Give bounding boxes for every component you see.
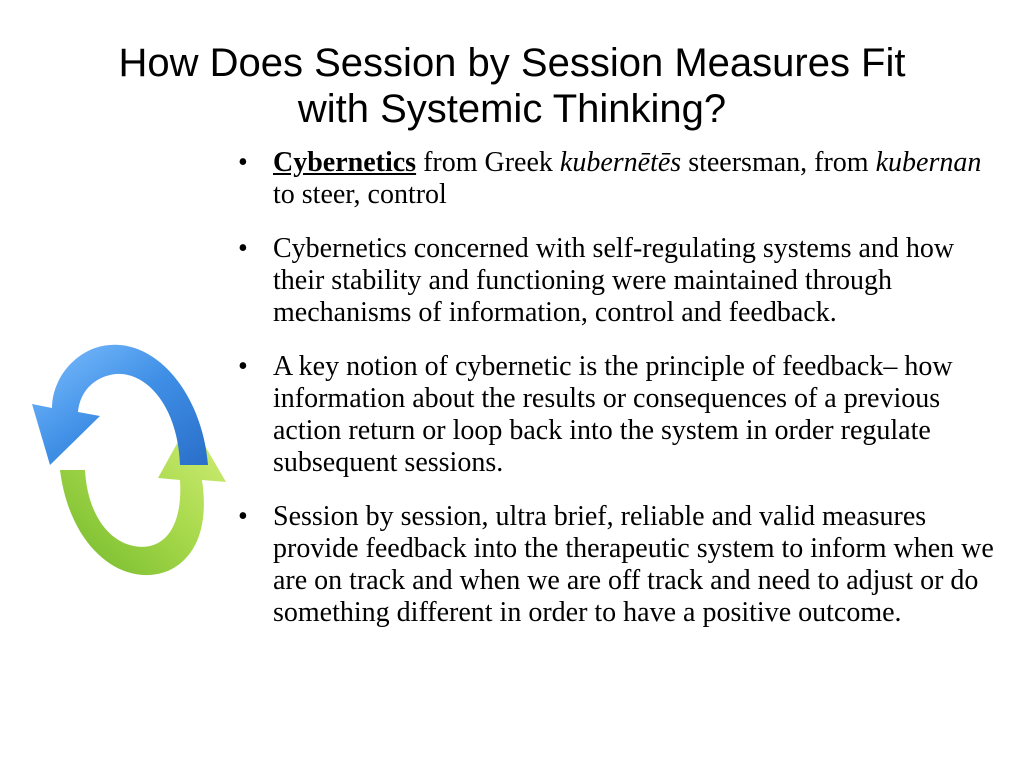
bullet-text-segment: to steer, control bbox=[273, 179, 447, 210]
greek-word-kubernan: kubernan bbox=[875, 147, 982, 178]
bullet-marker: • bbox=[238, 351, 248, 382]
bullet-marker: • bbox=[238, 233, 248, 264]
bullet-marker: • bbox=[238, 501, 248, 532]
bullet-text-segment: steersman, from bbox=[681, 147, 876, 178]
term-cybernetics: Cybernetics bbox=[273, 147, 417, 178]
bullet-marker: • bbox=[238, 147, 248, 178]
bullet-list bbox=[232, 147, 1002, 651]
greek-word-kubernetes: kubernētēs bbox=[559, 147, 682, 178]
bullet-item-self-regulating-systems bbox=[232, 233, 1002, 329]
slide-title-line-1: How Does Session by Session Measures Fit bbox=[118, 41, 906, 85]
slide-title-line-2: with Systemic Thinking? bbox=[297, 87, 727, 131]
blue-arrow bbox=[32, 345, 208, 465]
bullet-text: Session by session, ultra brief, reliable and valid measures provide feedback into the therapeutic system to inform when we are on track and when we are off track and need to adjust or do something different in order to have a positive outcome. bbox=[273, 501, 994, 628]
bullet-text: A key notion of cybernetic is the principle of feedback– how information about the results or consequences of a previous action return or loop back into the system in order regulate subsequent sessions. bbox=[273, 351, 953, 478]
bullet-text: Cybernetics concerned with self-regulating systems and how their stability and functioning were maintained through mechanisms of information, control and feedback. bbox=[273, 233, 955, 328]
bullet-item-cybernetics-definition bbox=[232, 147, 1002, 211]
bullet-item-feedback-principle bbox=[232, 351, 1002, 479]
slide-title bbox=[40, 40, 984, 132]
recycle-arrows-icon bbox=[30, 300, 230, 620]
bullet-item-session-measures bbox=[232, 501, 1002, 629]
bullet-text-segment: from Greek bbox=[416, 147, 560, 178]
